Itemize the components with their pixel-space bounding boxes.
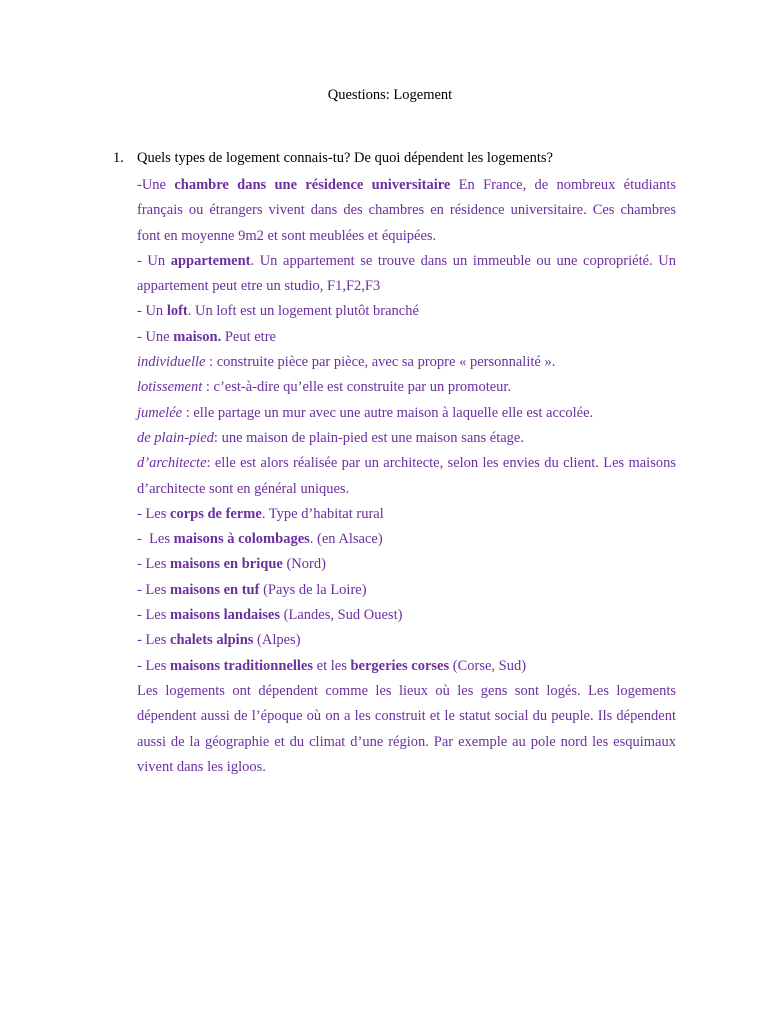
- paragraph-maison: [137, 325, 676, 350]
- item-text: : construite pièce par pièce, avec sa propre « personnalité ».: [205, 354, 556, 371]
- item-text: : une maison de plain-pied est une maison sans étage.: [213, 429, 524, 446]
- item-text: (Alpes): [253, 632, 301, 649]
- paragraph-individuelle: [137, 350, 676, 375]
- item-text: (Nord): [282, 556, 326, 573]
- item-term: individuelle: [137, 354, 206, 371]
- paragraph-chambre: [137, 173, 676, 249]
- item-term: loft: [166, 303, 188, 320]
- paragraph-loft: [137, 299, 676, 324]
- paragraph-brique: [137, 552, 676, 577]
- item-prefix: - Les: [137, 556, 171, 573]
- item-term: chalets alpins: [170, 632, 254, 649]
- paragraph-jumelee: [137, 401, 676, 426]
- question-text: Quels types de logement connais-tu? De quoi dépendent les logements?: [137, 150, 553, 166]
- item-term: maisons landaises: [170, 607, 281, 624]
- item-text: (Landes, Sud Ouest): [280, 607, 403, 624]
- paragraph-traditionnelles: [137, 654, 676, 679]
- answer-block: [137, 173, 676, 780]
- item-term: de plain-pied: [137, 429, 214, 446]
- item-term: maison.: [173, 328, 222, 345]
- paragraph-landaises: [137, 603, 676, 628]
- item-term: appartement: [170, 252, 251, 269]
- item-prefix: -Une: [137, 177, 175, 193]
- item-text-2: (Corse, Sud): [449, 657, 527, 674]
- item-prefix: - Les: [137, 632, 171, 649]
- item-prefix: - Les: [137, 581, 171, 598]
- paragraph-appartement: [137, 249, 676, 300]
- item-term: maisons à colombages: [173, 531, 310, 548]
- item-prefix: - Une: [137, 328, 174, 345]
- paragraph-tuf: [137, 578, 676, 603]
- item-text: (Pays de la Loire): [259, 581, 367, 598]
- item-term: maisons en brique: [170, 556, 283, 573]
- item-text: : c’est-à-dire qu’elle est construite par un promoteur.: [202, 379, 512, 396]
- item-term: lotissement: [137, 379, 203, 396]
- item-text: : elle partage un mur avec une autre maison à laquelle elle est accolée.: [182, 404, 594, 421]
- item-prefix: - Les: [137, 531, 174, 548]
- item-term: maisons en tuf: [170, 581, 260, 598]
- item-term: d’architecte: [137, 455, 207, 472]
- item-term-2: bergeries corses: [350, 657, 450, 674]
- item-text: Peut etre: [221, 328, 276, 345]
- item-text: et les: [313, 657, 351, 674]
- item-term: chambre dans une résidence universitaire: [174, 177, 451, 193]
- item-text: . (en Alsace): [309, 531, 383, 548]
- paragraph-colombages: [137, 527, 676, 552]
- item-prefix: - Les: [137, 505, 171, 522]
- item-text: En France, de nombreux étudiants français ou étrangers vivent dans des chambres en résidence universitaire. Ces chambres font en moyenne 9m2 et sont meublées et équipées.: [137, 177, 676, 244]
- item-text: . Un loft est un logement plutôt branché: [187, 303, 419, 320]
- item-prefix: - Un: [137, 252, 171, 269]
- paragraph-lotissement: [137, 375, 676, 400]
- page-title: Questions: Logement: [327, 87, 453, 103]
- item-text: . Type d’habitat rural: [261, 505, 384, 522]
- paragraph-chalets: [137, 628, 676, 653]
- paragraph-corps-de-ferme: [137, 502, 676, 527]
- paragraph-conclusion: Les logements ont dépendent comme les lieux où les gens sont logés. Les logements dépendent aussi de l’époque où on a les construit et le statut social du peuple. Ils dépendent aussi de la géographie et du climat d’une région. Par exemple au pole nord les esquimaux vivent dans les igloos.: [137, 682, 676, 775]
- item-term: corps de ferme: [170, 505, 262, 522]
- item-prefix: - Les: [137, 607, 171, 624]
- item-prefix: - Les: [137, 657, 171, 674]
- question-1: [113, 148, 683, 168]
- paragraph-architecte: [137, 451, 676, 502]
- paragraph-plain-pied: [137, 426, 676, 451]
- item-term: maisons traditionnelles: [170, 657, 314, 674]
- question-number: 1.: [113, 150, 124, 166]
- item-text: . Un appartement se trouve dans un immeuble ou une copropriété. Un appartement peut etre un studio, F1,F2,F3: [137, 252, 676, 295]
- item-text: : elle est alors réalisée par un architecte, selon les envies du client. Les maisons d’architecte sont en général uniques.: [137, 455, 676, 497]
- item-prefix: - Un: [137, 303, 167, 320]
- item-term: jumelée: [137, 404, 183, 421]
